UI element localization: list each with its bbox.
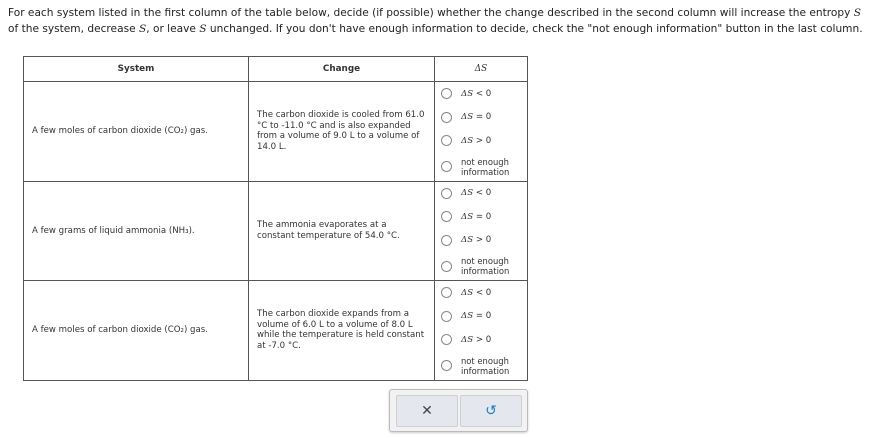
option-negative[interactable]: ΔS < 0 bbox=[435, 182, 527, 206]
radio-button[interactable] bbox=[441, 311, 452, 322]
radio-button[interactable] bbox=[441, 261, 452, 272]
action-bar bbox=[389, 389, 528, 432]
change-cell: The carbon dioxide is cooled from 61.0 °C to -11.0 °C and is also expanded from a volume of 9.0 L to a volume of 14.0 L. bbox=[249, 82, 435, 182]
question-prompt: For each system listed in the first column of the table below, decide (if possible) whether the change described in the second column will increase the entropy S of the system, decrease S, or leave S unchanged. If you don't have enough information to decide, check the "not enough information" button in the last column. bbox=[8, 7, 863, 35]
options-cell bbox=[435, 82, 528, 182]
option-not-enough-info[interactable]: not enough information bbox=[435, 252, 527, 280]
radio-button[interactable] bbox=[441, 287, 452, 298]
option-not-enough-info[interactable]: not enough information bbox=[435, 352, 527, 380]
system-cell: A few grams of liquid ammonia (NH₃). bbox=[24, 181, 249, 281]
table-row bbox=[24, 82, 528, 182]
close-icon: ✕ bbox=[421, 403, 433, 419]
radio-button[interactable] bbox=[441, 360, 452, 371]
option-zero[interactable]: ΔS = 0 bbox=[435, 305, 527, 329]
system-cell: A few moles of carbon dioxide (CO₂) gas. bbox=[24, 82, 249, 182]
option-zero[interactable]: ΔS = 0 bbox=[435, 106, 527, 130]
header-delta-s: ΔS bbox=[435, 57, 528, 82]
radio-button[interactable] bbox=[441, 88, 452, 99]
options-cell bbox=[435, 181, 528, 281]
radio-button[interactable] bbox=[441, 235, 452, 246]
table-row bbox=[24, 181, 528, 281]
table-row bbox=[24, 281, 528, 381]
radio-button[interactable] bbox=[441, 161, 452, 172]
system-cell: A few moles of carbon dioxide (CO₂) gas. bbox=[24, 281, 249, 381]
radio-button[interactable] bbox=[441, 188, 452, 199]
clear-button[interactable] bbox=[396, 395, 458, 427]
option-positive[interactable]: ΔS > 0 bbox=[435, 229, 527, 253]
option-negative[interactable]: ΔS < 0 bbox=[435, 82, 527, 106]
radio-button[interactable] bbox=[441, 211, 452, 222]
radio-button[interactable] bbox=[441, 112, 452, 123]
header-system: System bbox=[24, 57, 249, 82]
header-change: Change bbox=[249, 57, 435, 82]
header-row bbox=[24, 57, 528, 82]
option-negative[interactable]: ΔS < 0 bbox=[435, 281, 527, 305]
change-cell: The ammonia evaporates at a constant temperature of 54.0 °C. bbox=[249, 181, 435, 281]
entropy-table bbox=[23, 56, 528, 381]
option-positive[interactable]: ΔS > 0 bbox=[435, 129, 527, 153]
option-zero[interactable]: ΔS = 0 bbox=[435, 205, 527, 229]
change-cell: The carbon dioxide expands from a volume of 6.0 L to a volume of 8.0 L while the temperature is held constant at -7.0 °C. bbox=[249, 281, 435, 381]
undo-icon: ↺ bbox=[485, 403, 497, 419]
undo-button[interactable] bbox=[460, 395, 522, 427]
options-cell bbox=[435, 281, 528, 381]
option-positive[interactable]: ΔS > 0 bbox=[435, 328, 527, 352]
radio-button[interactable] bbox=[441, 135, 452, 146]
radio-button[interactable] bbox=[441, 334, 452, 345]
option-not-enough-info[interactable]: not enough information bbox=[435, 153, 527, 181]
